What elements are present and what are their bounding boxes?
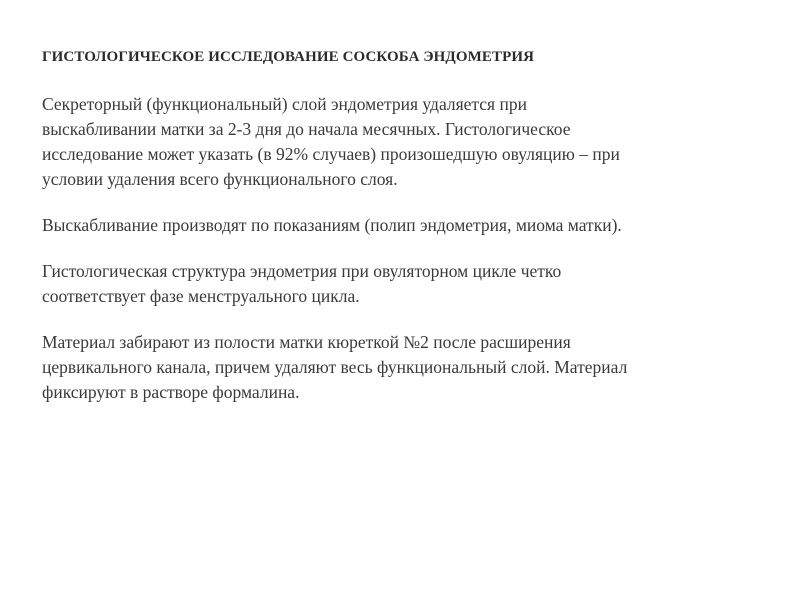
slide-title: ГИСТОЛОГИЧЕСКОЕ ИССЛЕДОВАНИЕ СОСКОБА ЭНДОМЕТРИЯ [42, 49, 535, 65]
text-line: соответствует фазе менструального цикла. [42, 286, 360, 306]
text-line: Материал забирают из полости матки кюреткой №2 после расширения [42, 332, 571, 352]
text-line: фиксируют в растворе формалина. [42, 382, 300, 402]
paragraph-histological-structure [42, 259, 742, 309]
text-line: исследование может указать (в 92% случаев) произошедшую овуляцию – при [42, 144, 620, 164]
text-line: условии удаления всего функционального слоя. [42, 169, 398, 189]
slide-content [42, 46, 742, 405]
paragraph-secretory-layer [42, 92, 742, 192]
text-line: Выскабливание производят по показаниям (полип эндометрия, миома матки). [42, 215, 622, 235]
text-line: цервикального канала, причем удаляют весь функциональный слой. Материал [42, 357, 628, 377]
text-line: Секреторный (функциональный) слой эндометрия удаляется при [42, 94, 527, 114]
text-line: выскабливании матки за 2-3 дня до начала месячных. Гистологическое [42, 119, 571, 139]
paragraph-material-collection [42, 330, 742, 405]
paragraph-indications [42, 213, 742, 238]
text-line: Гистологическая структура эндометрия при овуляторном цикле четко [42, 261, 562, 281]
